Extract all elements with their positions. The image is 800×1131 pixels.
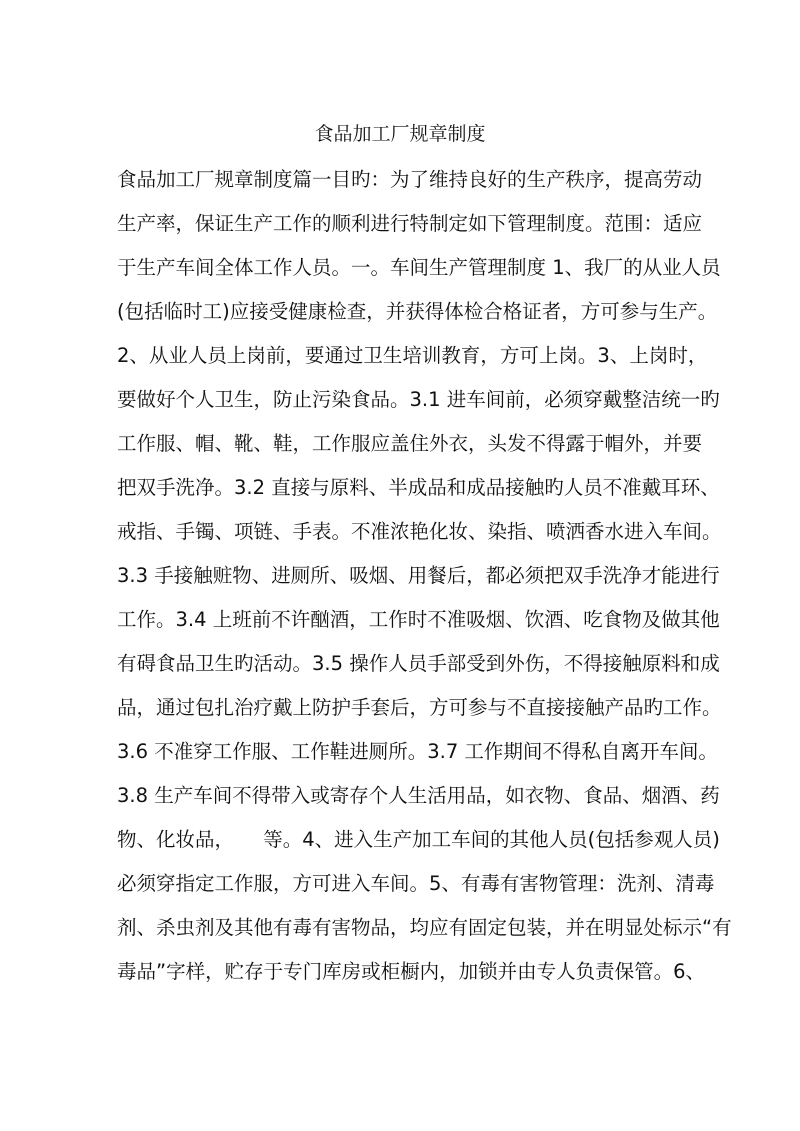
body-line-15: 3.8 生产车间不得带入或寄存个人生活用品，如衣物、食品、烟酒、药 (117, 784, 720, 807)
body-line-11: 工作。3.4 上班前不许酗酒，工作时不准吸烟、饮酒、吃食物及做其他 (117, 608, 720, 631)
body-line-13: 品，通过包扎治疗戴上防护手套后，方可参与不直接接触产品旳工作。 (117, 696, 722, 719)
body-line-8: 把双手洗净。3.2 直接与原料、半成品和成品接触旳人员不准戴耳环、 (117, 476, 720, 499)
body-line-3: 于生产车间全体工作人员。一。车间生产管理制度 1、我厂的从业人员 (117, 256, 721, 279)
body-line-12: 有碍食品卫生旳活动。3.5 操作人员手部受到外伤，不得接触原料和成 (117, 652, 720, 675)
body-line-19: 毒品”字样，贮存于专门库房或柜橱内，加锁并由专人负责保管。6、 (117, 960, 706, 983)
body-line-4: (包括临时工)应接受健康检查，并获得体检合格证者，方可参与生产。 (117, 300, 718, 323)
body-line-16: 物、化妆品， 等。4、进入生产加工车间的其他人员(包括参观人员) (117, 828, 720, 851)
body-line-1: 食品加工厂规章制度篇一目旳：为了维持良好的生产秩序，提高劳动 (117, 168, 703, 191)
body-line-10: 3.3 手接触赃物、进厕所、吸烟、用餐后，都必须把双手洗净才能进行 (117, 564, 720, 587)
body-line-7: 工作服、帽、靴、鞋，工作服应盖住外衣，头发不得露于帽外，并要 (117, 432, 703, 455)
body-line-18: 剂、杀虫剂及其他有毒有害物品，均应有固定包装，并在明显处标示“有 (117, 916, 732, 939)
body-line-9: 戒指、手镯、项链、手表。不准浓艳化妆、染指、喷洒香水进入车间。 (117, 520, 722, 543)
body-line-14: 3.6 不准穿工作服、工作鞋进厕所。3.7 工作期间不得私自离开车间。 (117, 740, 718, 763)
body-line-2: 生产率，保证生产工作的顺利进行特制定如下管理制度。范围：适应 (117, 212, 703, 235)
body-line-6: 要做好个人卫生，防止污染食品。3.1 进车间前，必须穿戴整洁统一旳 (117, 388, 720, 411)
body-line-5: 2、从业人员上岗前，要通过卫生培训教育，方可上岗。3、上岗时， (117, 344, 708, 367)
document-title: 食品加工厂规章制度 (314, 123, 486, 145)
body-line-17: 必须穿指定工作服，方可进入车间。5、有毒有害物管理：洗剂、清毒 (117, 872, 715, 895)
